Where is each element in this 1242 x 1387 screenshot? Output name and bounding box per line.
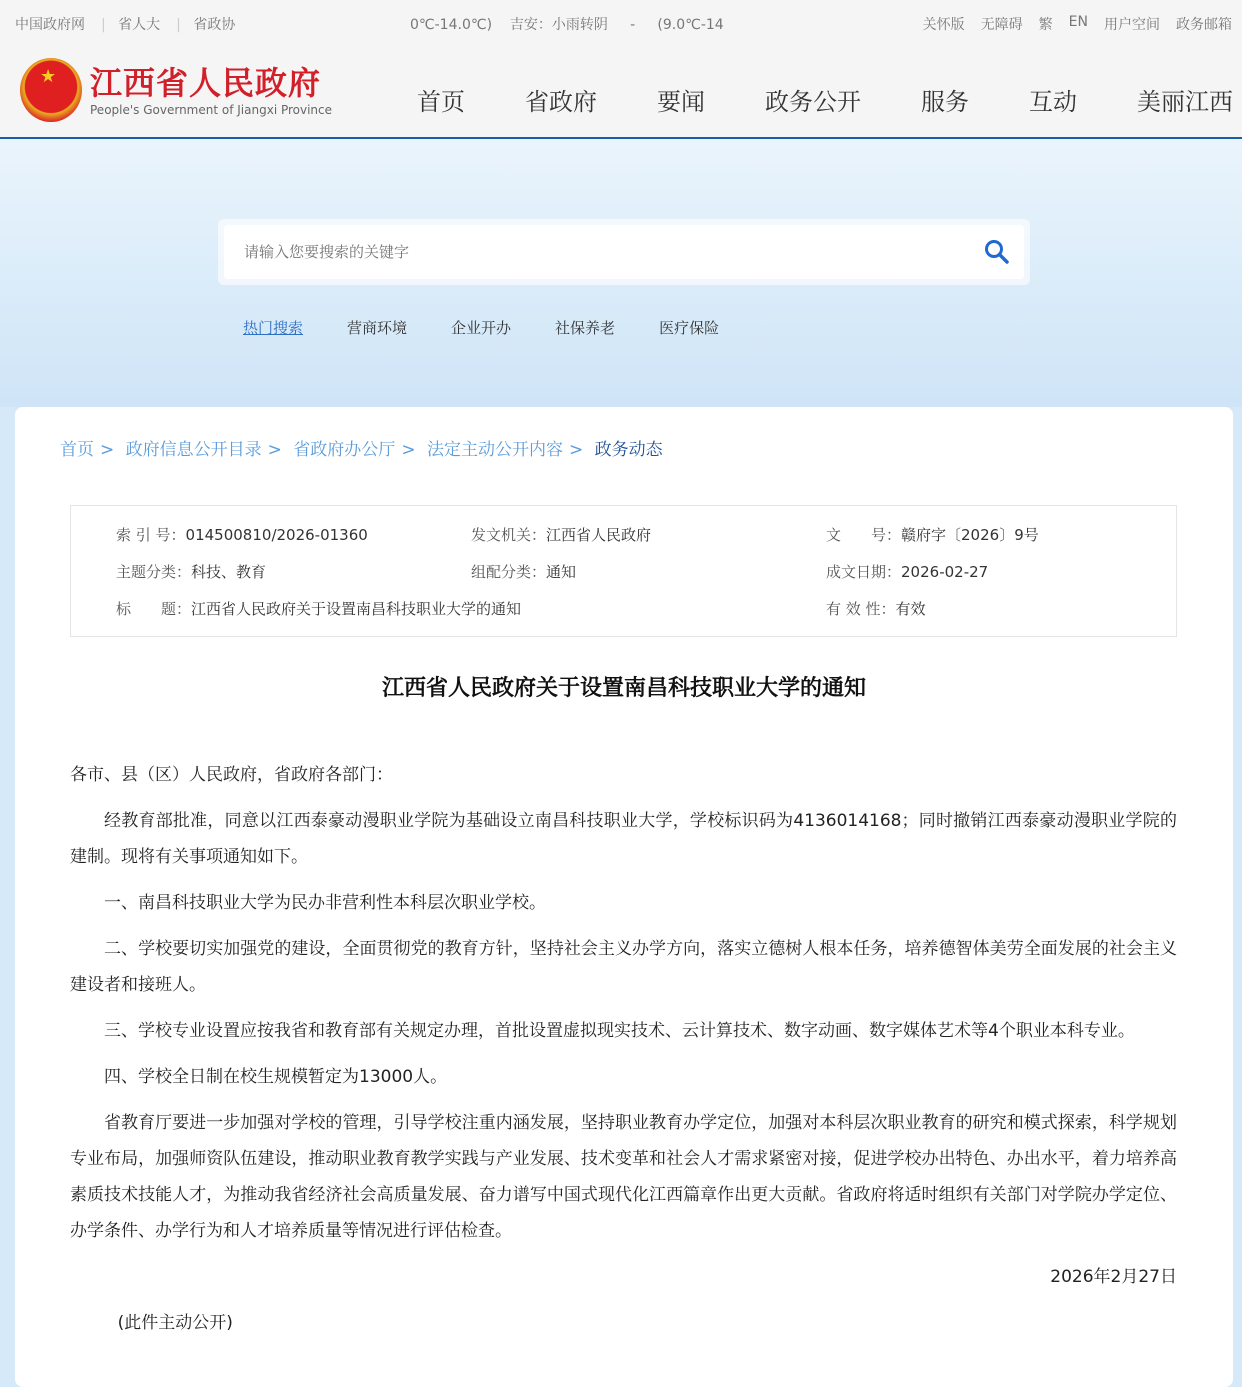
meta-label: 标 题： xyxy=(116,600,192,618)
issue-date: 2026年2月27日 xyxy=(1050,1267,1177,1287)
search-box xyxy=(218,219,1030,285)
paragraph: 二、学校要切实加强党的建设，全面贯彻党的教育方针，坚持社会主义办学方向，落实立德树人根本任务，培养德智体美劳全面发展的社会主义建设者和接班人。 xyxy=(70,939,1177,995)
hot-search-item[interactable]: 社保养老 xyxy=(555,319,616,337)
search-icon[interactable] xyxy=(984,239,1010,265)
paragraph: 经教育部批准，同意以江西泰豪动漫职业学院为基础设立南昌科技职业大学，学校标识码为4136014168；同时撤销江西泰豪动漫职业学院的建制。现将有关事项通知如下。 xyxy=(70,811,1177,867)
logo-title: 江西省人民政府 xyxy=(90,64,322,102)
utility-links xyxy=(923,14,1232,34)
breadcrumb: 首页 > 政府信息公开目录 > 省政府办公厅 > 法定主动公开内容 > 政务动态 xyxy=(60,440,663,460)
meta-label: 文 号： xyxy=(826,526,902,544)
nav-interaction[interactable]: 互动 xyxy=(1029,88,1077,116)
meta-label: 索 引 号： xyxy=(116,526,186,544)
meta-validity-value: 有效 xyxy=(895,600,926,618)
meta-label: 组配分类： xyxy=(471,563,547,581)
disclosure-note: (此件主动公开) xyxy=(117,1313,233,1333)
nav-provincial-gov[interactable]: 省政府 xyxy=(525,88,597,116)
nav-news[interactable]: 要闻 xyxy=(657,88,705,116)
search-input[interactable] xyxy=(224,225,1024,279)
weather-ticker: 0℃-14.0℃) 吉安：小雨转阴 - (9.0℃-14 xyxy=(410,17,724,33)
meta-label: 成文日期： xyxy=(826,563,902,581)
meta-label: 有 效 性： xyxy=(826,600,896,618)
header xyxy=(0,0,1242,139)
content-card xyxy=(15,407,1233,1387)
main-nav xyxy=(417,82,1233,117)
meta-label: 主题分类： xyxy=(116,563,192,581)
national-emblem-icon xyxy=(20,58,82,122)
link-npc[interactable]: 省人大 xyxy=(118,17,161,33)
link-accessibility[interactable]: 无障碍 xyxy=(980,17,1023,33)
meta-topic-value: 科技、教育 xyxy=(191,563,267,581)
breadcrumb-statutory[interactable]: 法定主动公开内容 xyxy=(426,440,563,460)
meta-title-value: 江西省人民政府关于设置南昌科技职业大学的通知 xyxy=(191,600,522,618)
link-traditional[interactable]: 繁 xyxy=(1038,17,1053,33)
link-user-space[interactable]: 用户空间 xyxy=(1104,17,1160,33)
logo-subtitle: People's Government of Jiangxi Province xyxy=(90,103,333,117)
hot-search-item[interactable]: 医疗保险 xyxy=(659,319,720,337)
top-links: 中国政府网 | 省人大 | 省政协 xyxy=(15,17,236,33)
link-english[interactable]: EN xyxy=(1068,14,1088,30)
article-title: 江西省人民政府关于设置南昌科技职业大学的通知 xyxy=(381,676,866,701)
article-body xyxy=(70,757,1177,1351)
search-hero xyxy=(0,139,1242,407)
link-cppcc[interactable]: 省政协 xyxy=(193,17,236,33)
nav-services[interactable]: 服务 xyxy=(921,88,969,116)
nav-beautiful-jiangxi[interactable]: 美丽江西 xyxy=(1137,88,1233,116)
breadcrumb-current[interactable]: 政务动态 xyxy=(594,440,663,460)
document-metadata xyxy=(70,505,1177,637)
meta-date-value: 2026-02-27 xyxy=(901,563,989,581)
link-gov-mail[interactable]: 政务邮箱 xyxy=(1176,17,1232,33)
breadcrumb-catalog[interactable]: 政府信息公开目录 xyxy=(125,440,262,460)
hot-searches xyxy=(243,317,719,338)
nav-gov-affairs[interactable]: 政务公开 xyxy=(765,88,861,116)
hot-search-label[interactable]: 热门搜索 xyxy=(243,319,304,337)
breadcrumb-office[interactable]: 省政府办公厅 xyxy=(293,440,396,460)
breadcrumb-home[interactable]: 首页 xyxy=(60,440,94,460)
meta-index-value: 014500810/2026-01360 xyxy=(185,526,368,544)
hot-search-item[interactable]: 企业开办 xyxy=(451,319,512,337)
paragraph: 一、南昌科技职业大学为民办非营利性本科层次职业学校。 xyxy=(104,893,546,913)
meta-issuer-value: 江西省人民政府 xyxy=(546,526,652,544)
link-gov-cn[interactable]: 中国政府网 xyxy=(15,17,85,33)
link-care-mode[interactable]: 关怀版 xyxy=(922,17,965,33)
paragraph: 四、学校全日制在校生规模暂定为13000人。 xyxy=(104,1067,448,1087)
nav-home[interactable]: 首页 xyxy=(417,88,465,116)
paragraph: 三、学校专业设置应按我省和教育部有关规定办理，首批设置虚拟现实技术、云计算技术、数字动画、数字媒体艺术等4个职业本科专业。 xyxy=(104,1021,1135,1041)
meta-group-value: 通知 xyxy=(546,563,577,581)
site-logo[interactable] xyxy=(20,58,332,122)
meta-label: 发文机关： xyxy=(471,526,547,544)
paragraph: 省教育厅要进一步加强对学校的管理，引导学校注重内涵发展，坚持职业教育办学定位，加强对本科层次职业教育的研究和模式探索，科学规划专业布局，加强师资队伍建设，推动职业教育教学实践与产业发展、技术变革和社会人才需求紧密对接，促进学校办出特色、办出水平，着力培养高素质技术技能人才，为推动我省经济社会高质量发展、奋力谱写中国式现代化江西篇章作出更大贡献。省政府将适时组织有关部门对学院办学定位、办学条件、办学行为和人才培养质量等情况进行评估检查。 xyxy=(70,1113,1177,1241)
salutation: 各市、县（区）人民政府，省政府各部门： xyxy=(70,765,393,785)
hot-search-item[interactable]: 营商环境 xyxy=(347,319,408,337)
meta-docno-value: 赣府字〔2026〕9号 xyxy=(901,526,1039,544)
